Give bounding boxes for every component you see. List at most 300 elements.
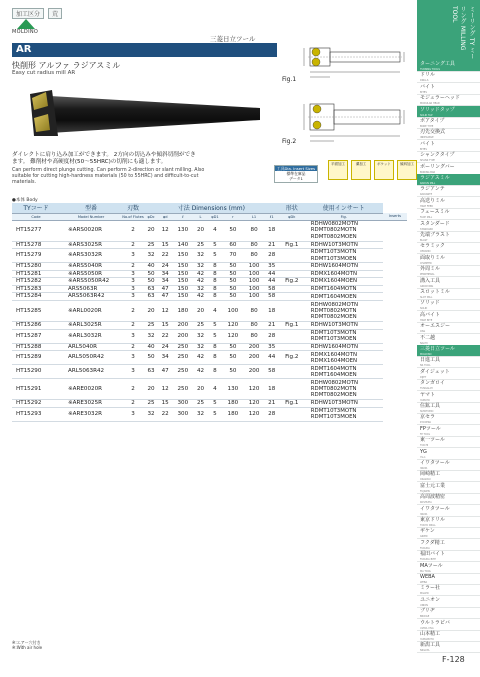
side-index-item[interactable] — [417, 83, 480, 95]
cell-fig: Fig.1 — [279, 400, 305, 408]
col-flutes: 刃数 — [122, 203, 144, 213]
insert-code: RDMX1604MOTN — [310, 351, 357, 358]
cell-r: 50 — [222, 270, 243, 278]
side-index-item[interactable] — [417, 596, 480, 608]
cell-dc: 20 — [144, 301, 158, 322]
cell-fig — [279, 249, 305, 263]
cell-L: 32 — [193, 263, 207, 271]
side-index-item[interactable] — [417, 516, 480, 528]
col-insert: 使用インサート — [305, 203, 383, 213]
cell-l1: 80 — [243, 329, 264, 343]
cell-inserts — [305, 249, 383, 263]
cell-r: 180 — [222, 407, 243, 421]
cell-z: 3 — [122, 365, 144, 379]
side-index-sublabel: NIIGATA — [420, 649, 430, 653]
cell-l: 150 — [172, 293, 193, 301]
cell-L: 42 — [193, 278, 207, 286]
legend-item: 標準在庫品 — [275, 171, 317, 176]
side-index-sublabel: IWATA — [420, 512, 428, 516]
logo-text: MOLDINO — [12, 29, 39, 35]
side-index-label: ギケン — [420, 528, 435, 535]
side-index-label: 東一ツール — [420, 437, 445, 444]
cell-dk: 28 — [265, 329, 279, 343]
cell-dk: 21 — [265, 241, 279, 249]
cell-l: 150 — [172, 278, 193, 286]
cell-model: ※ARS3032R — [60, 249, 122, 263]
subheader-cell: r — [222, 213, 243, 220]
cell-inserts — [305, 329, 383, 343]
side-index-sublabel: BLAST — [420, 239, 428, 242]
side-index-item[interactable] — [417, 140, 480, 152]
side-index-sublabel: HIGH FEED — [420, 204, 434, 208]
side-index-label: 高バイト — [420, 311, 441, 318]
side-index-label: 先端ブラスト — [420, 232, 450, 238]
cell-l: 250 — [172, 379, 193, 400]
cell-r: 120 — [222, 329, 243, 343]
side-index-item[interactable] — [417, 197, 480, 209]
cell-inserts — [305, 407, 383, 421]
side-index-item[interactable] — [417, 448, 480, 460]
side-index-item[interactable] — [417, 231, 480, 243]
cell-model: ※ARE0020R — [60, 379, 122, 400]
side-index-item[interactable] — [417, 71, 480, 83]
side-index-sublabel: KOSHUHA — [420, 501, 432, 505]
cell-z: 3 — [122, 293, 144, 301]
cell-d1: 5 — [208, 241, 223, 249]
side-index-label: ヤマト — [420, 391, 436, 398]
side-index-sublabel: YAMAMOTO — [420, 638, 434, 641]
side-index-item[interactable] — [417, 356, 480, 368]
side-index-head — [417, 0, 480, 60]
side-index-label: 東京ドリル — [420, 517, 446, 523]
air-hole-note — [12, 640, 42, 650]
cell-code: HT15280 — [12, 263, 60, 271]
side-index-sublabel: INDEXABLE — [420, 136, 434, 140]
cell-d1: 8 — [208, 278, 223, 286]
cell-d1: 4 — [208, 220, 223, 241]
side-index-item[interactable] — [417, 459, 480, 471]
cell-r: 50 — [222, 278, 243, 286]
side-index-item[interactable] — [417, 174, 480, 186]
cell-fig — [279, 301, 305, 322]
cell-dc: 32 — [144, 249, 158, 263]
side-index-item[interactable] — [417, 391, 480, 403]
subheader-row — [12, 213, 407, 220]
side-index-item[interactable] — [417, 128, 480, 140]
cell-z: 2 — [122, 343, 144, 351]
ramping-icon: 傾斜加工 — [397, 160, 417, 180]
cell-r: 60 — [222, 241, 243, 249]
side-index-sublabel: SLOT MILL — [420, 296, 433, 299]
side-index-sublabel: TUNGALOY — [420, 387, 433, 391]
insert-code: RDMT0802MOEN — [310, 233, 357, 240]
cell-model: ARL5050R42 — [60, 351, 122, 365]
insert-code: RDMT10T3MOEN — [310, 336, 357, 343]
cell-r: 130 — [222, 379, 243, 400]
pocket-icon: ポケット — [374, 160, 394, 180]
cell-L: 20 — [193, 220, 207, 241]
cell-inserts — [305, 301, 383, 322]
cell-dk: 21 — [265, 322, 279, 330]
cell-r: 100 — [222, 301, 243, 322]
side-index-label: ユニオン — [420, 596, 441, 603]
spec-body — [12, 220, 407, 421]
spec-table — [12, 203, 407, 422]
col-model: 型番 — [60, 203, 122, 213]
description-jp-line: ダイレクトに肩り込み加工ができます。 2方向の切込みや傾斜切削ができ — [12, 152, 196, 158]
insert-code: RDHW0802MOTN — [310, 301, 359, 308]
body-label: ●本体 Body — [12, 198, 38, 203]
cell-fig — [279, 343, 305, 351]
side-index-sublabel: DIJET — [420, 375, 427, 379]
product-title-en: Easy cut radius mill AR — [12, 70, 76, 76]
cell-fig — [279, 220, 305, 241]
cell-r: 50 — [222, 220, 243, 241]
cell-code: HT15289 — [12, 351, 60, 365]
cell-inserts — [305, 263, 383, 271]
cell-dc: 20 — [144, 379, 158, 400]
side-index-item[interactable] — [417, 562, 480, 574]
tool-photo — [12, 78, 277, 148]
cell-dk: 21 — [265, 400, 279, 408]
cell-d: 47 — [158, 285, 172, 293]
cell-l: 300 — [172, 400, 193, 408]
legend-item: データ1 — [275, 176, 317, 181]
legend-item: 工具Dia. Insert Sizes — [276, 166, 316, 171]
side-index-label: ダイジェット — [420, 368, 450, 375]
note-line: ※:With air hole — [12, 645, 43, 650]
side-index-label: 福田バイト — [420, 551, 446, 558]
side-index-sublabel: OKAZAKI — [420, 478, 431, 482]
cell-inserts — [305, 278, 383, 286]
cell-l1: 120 — [243, 379, 264, 400]
cell-dk: 35 — [265, 263, 279, 271]
side-index-label: イワタツール — [420, 460, 450, 466]
side-index-sublabel: SUMITOMO — [420, 410, 434, 413]
cell-l: 140 — [172, 241, 193, 249]
insert-code: RDMT1604MOEN — [310, 371, 357, 378]
fig2-diagram — [290, 90, 410, 150]
cell-model: ※ARS5050R42 — [60, 278, 122, 286]
cell-z: 3 — [122, 329, 144, 343]
side-index-item[interactable] — [417, 254, 480, 266]
cell-dc: 25 — [144, 400, 158, 408]
cell-d: 12 — [158, 220, 172, 241]
side-index-label: タンガロイ — [420, 380, 445, 387]
cell-dk: 35 — [265, 343, 279, 351]
description-en — [12, 168, 277, 186]
maker-name: 三菱日立ツール — [210, 35, 256, 43]
side-index-item[interactable] — [417, 550, 480, 562]
cell-L: 25 — [193, 322, 207, 330]
cell-inserts — [305, 220, 383, 241]
side-index-sublabel: RADIUS MILL — [420, 182, 436, 185]
insert-code: RDMX1604MOTN — [310, 270, 357, 277]
side-index-label: ブリヂ — [420, 608, 435, 615]
side-index-label: 住鉱工具 — [420, 403, 441, 409]
cell-fig — [279, 270, 305, 278]
logo-mark-icon — [17, 19, 35, 29]
cell-d: 24 — [158, 263, 172, 271]
cell-l1: 100 — [243, 293, 264, 301]
cell-d1: 5 — [208, 322, 223, 330]
cell-l: 250 — [172, 343, 193, 351]
cell-d: 34 — [158, 270, 172, 278]
cell-model: ※ARS0020R — [60, 220, 122, 241]
side-index-item[interactable] — [417, 573, 480, 585]
side-index-item[interactable] — [417, 584, 480, 596]
cell-l: 150 — [172, 285, 193, 293]
cell-dc: 32 — [144, 407, 158, 421]
cell-model: ※ARL0020R — [60, 301, 122, 322]
side-index-sublabel: FUKUDA BITE — [420, 558, 436, 562]
side-index-item[interactable] — [417, 299, 480, 311]
col-dimensions: 寸法 Dimensions (mm) — [144, 203, 279, 213]
insert-code: RDMT1604MOTN — [310, 286, 357, 293]
side-index-label: オーエスジー — [420, 323, 451, 330]
insert-code: RDHW0802MOTN — [310, 379, 359, 386]
side-index-label: バイト — [420, 83, 436, 90]
table-row — [12, 220, 407, 241]
page-number: F-128 — [442, 655, 465, 664]
insert-code: RDHW0802MOTN — [310, 221, 359, 228]
legend-box — [274, 165, 318, 183]
cell-fig — [279, 407, 305, 421]
description-en-line: suitable for cutting high-hardness materials (50 to 55HRC) and difficult-to-cut — [12, 174, 199, 179]
side-index-item[interactable] — [417, 379, 480, 391]
cell-z: 3 — [122, 285, 144, 293]
insert-code: RDMT0802MOEN — [310, 314, 357, 321]
cell-fig — [279, 285, 305, 293]
cell-code: HT15278 — [12, 241, 60, 249]
cell-d1: 8 — [208, 285, 223, 293]
side-index-label: 岡崎精工 — [420, 471, 441, 478]
cell-r: 180 — [222, 400, 243, 408]
cell-d1: 8 — [208, 351, 223, 365]
insert-code: RDMT10T3MOTN — [310, 249, 357, 256]
side-index-label: 面取りミル — [420, 254, 446, 261]
cell-model: ※ARS5050R — [60, 270, 122, 278]
side-index-item[interactable] — [417, 641, 480, 653]
cell-dk: 18 — [265, 379, 279, 400]
side-index-sublabel: SHANK TYPE — [420, 159, 435, 163]
cell-fig — [279, 365, 305, 379]
side-index-item[interactable] — [417, 527, 480, 539]
side-index-item[interactable] — [417, 539, 480, 551]
cell-l1: 200 — [243, 365, 264, 379]
side-index-item[interactable] — [417, 436, 480, 448]
side-index-sublabel: KYOCERA — [420, 421, 432, 425]
side-index-item[interactable] — [417, 322, 480, 334]
cell-d: 34 — [158, 351, 172, 365]
cell-fig: Fig.1 — [279, 322, 305, 330]
grooving-icon: 溝加工 — [351, 160, 371, 180]
cell-z: 2 — [122, 220, 144, 241]
cell-fig — [279, 263, 305, 271]
cell-d1: 5 — [208, 407, 223, 421]
side-index-item[interactable] — [417, 505, 480, 517]
series-band: AR — [12, 43, 277, 57]
side-index-item[interactable] — [417, 470, 480, 482]
col-tycode: TYコード — [12, 203, 60, 213]
cell-d: 12 — [158, 301, 172, 322]
side-index-item[interactable] — [417, 619, 480, 631]
side-index-item[interactable] — [417, 106, 480, 118]
side-index-item[interactable] — [417, 117, 480, 129]
side-index-label: バイト — [420, 140, 436, 147]
cell-d1: 5 — [208, 400, 223, 408]
side-index-sublabel: GROOVING — [420, 284, 434, 288]
side-index-sublabel: FUKUDA — [420, 546, 430, 550]
cell-d: 22 — [158, 329, 172, 343]
side-index-item[interactable] — [417, 630, 480, 642]
side-index-sublabel: FUJIGEN — [420, 489, 430, 493]
cell-model: ※ARE3025R — [60, 400, 122, 408]
side-index-label: セラミック — [420, 243, 445, 250]
cell-z: 3 — [122, 278, 144, 286]
side-index-item[interactable] — [417, 402, 480, 414]
side-index-sublabel: BITES — [420, 147, 427, 151]
table-row — [12, 407, 407, 421]
cell-d: 15 — [158, 241, 172, 249]
cell-inserts — [305, 365, 383, 379]
side-index-label: FPツール — [420, 425, 441, 432]
subheader-cell: No.of Flutes — [122, 214, 144, 219]
side-index-item[interactable] — [417, 242, 480, 254]
side-index-item[interactable] — [417, 368, 480, 380]
side-index-item[interactable] — [417, 277, 480, 289]
side-index-item[interactable] — [417, 265, 480, 277]
side-index-label: ターニング工具 — [420, 61, 455, 67]
side-index-item[interactable] — [417, 311, 480, 323]
cell-L: 25 — [193, 241, 207, 249]
side-index-item[interactable] — [417, 288, 480, 300]
side-index-label: 高送りミル — [420, 197, 446, 204]
side-index-label: 三菱日立ツール — [420, 346, 455, 352]
side-index-item[interactable] — [417, 208, 480, 220]
cell-dc: 32 — [144, 329, 158, 343]
cell-L: 20 — [193, 301, 207, 322]
cell-dk: 58 — [265, 285, 279, 293]
side-index-label: 不二越 — [420, 334, 436, 341]
side-index-item[interactable] — [417, 334, 480, 346]
side-index-item[interactable] — [417, 345, 480, 357]
cell-d: 15 — [158, 400, 172, 408]
side-index-item[interactable] — [417, 413, 480, 425]
cell-model: ※ARS5040R — [60, 263, 122, 271]
insert-code: RDHW10T3MOTN — [310, 241, 358, 248]
side-index-label: ウルトラビバ — [420, 619, 450, 626]
table-row — [12, 329, 407, 343]
cell-dk: 44 — [265, 278, 279, 286]
side-index-sublabel: BORING BAR — [420, 170, 436, 174]
cell-d: 22 — [158, 407, 172, 421]
side-index-label: 外周ミル — [420, 266, 441, 273]
table-row — [12, 241, 407, 249]
side-index-sublabel: UNION — [420, 603, 428, 607]
application-icons — [328, 160, 417, 180]
cell-code: HT15285 — [12, 301, 60, 322]
side-index-label: YG — [420, 448, 427, 455]
side-index-item[interactable] — [417, 163, 480, 175]
side-index-item[interactable] — [417, 482, 480, 494]
cell-l: 150 — [172, 270, 193, 278]
insert-code: RDMT10T3MOEN — [310, 255, 357, 262]
side-index-label: スロットミル — [420, 289, 450, 295]
cell-r: 50 — [222, 263, 243, 271]
side-index-label: スタンダード — [420, 220, 450, 227]
cell-code: HT15293 — [12, 407, 60, 421]
insert-code: RDMT10T3MOEN — [310, 414, 357, 421]
cell-r: 50 — [222, 351, 243, 365]
cell-d: 15 — [158, 322, 172, 330]
side-index-label: 刃先交換式 — [420, 129, 446, 136]
subheader-cell: φDc — [144, 213, 158, 220]
side-index — [417, 0, 480, 653]
insert-code: RDMX1604MOEN — [310, 357, 358, 364]
cell-model: ※ARL3032R — [60, 329, 122, 343]
side-index-label: モジュラーヘッド — [420, 95, 460, 102]
table-row — [12, 278, 407, 286]
cell-d: 22 — [158, 249, 172, 263]
insert-code: RDMT0802MOTN — [310, 227, 357, 234]
cell-dc: 25 — [144, 322, 158, 330]
cell-model: ※ARS3025R — [60, 241, 122, 249]
fig2-label: Fig.2 — [282, 138, 297, 145]
cell-dk: 44 — [265, 270, 279, 278]
side-index-label: ボアタイプ — [420, 118, 445, 124]
cell-code: HT15288 — [12, 343, 60, 351]
cell-inserts — [305, 270, 383, 278]
insert-code: RDMX1604MOEN — [310, 278, 358, 285]
side-index-label: フェースミル — [420, 209, 450, 216]
side-index-sublabel: MOLDINO — [420, 353, 432, 356]
cell-model: ARL5063R42 — [60, 365, 122, 379]
side-index-label: 富士元工業 — [420, 482, 446, 489]
side-index-sublabel: FACE MILL — [420, 216, 433, 220]
side-index-item[interactable] — [417, 60, 480, 72]
cell-z: 3 — [122, 351, 144, 365]
fig1-diagram — [290, 30, 410, 85]
side-index-item[interactable] — [417, 185, 480, 197]
cell-L: 42 — [193, 293, 207, 301]
category-label: 加工区分 — [12, 8, 44, 19]
side-index-sublabel: ULTRA VIVA — [420, 626, 434, 630]
side-index-sublabel: MILLER — [420, 592, 429, 596]
side-index-item[interactable] — [417, 425, 480, 437]
cell-r: 120 — [222, 322, 243, 330]
insert-code: RDMT0802MOEN — [310, 392, 357, 399]
side-index-label: ラジアスミル — [420, 175, 450, 181]
subheader-cell: Code — [12, 213, 60, 220]
side-index-item[interactable] — [417, 493, 480, 505]
insert-code: RDHW1604MOTN — [310, 263, 359, 270]
category-tag — [12, 8, 62, 19]
cell-l1: 200 — [243, 351, 264, 365]
side-index-sublabel: MA TOOL — [420, 569, 432, 573]
side-index-item[interactable] — [417, 220, 480, 232]
side-index-item[interactable] — [417, 607, 480, 619]
subheader-cell: ℓ1 — [265, 213, 279, 220]
cell-l: 150 — [172, 263, 193, 271]
cell-d: 12 — [158, 379, 172, 400]
insert-code: RDHW10T3MOTN — [310, 400, 358, 407]
cell-dk: 18 — [265, 220, 279, 241]
cell-dk: 18 — [265, 301, 279, 322]
cell-l1: 100 — [243, 263, 264, 271]
side-index-item[interactable] — [417, 151, 480, 163]
side-index-item[interactable] — [417, 94, 480, 106]
